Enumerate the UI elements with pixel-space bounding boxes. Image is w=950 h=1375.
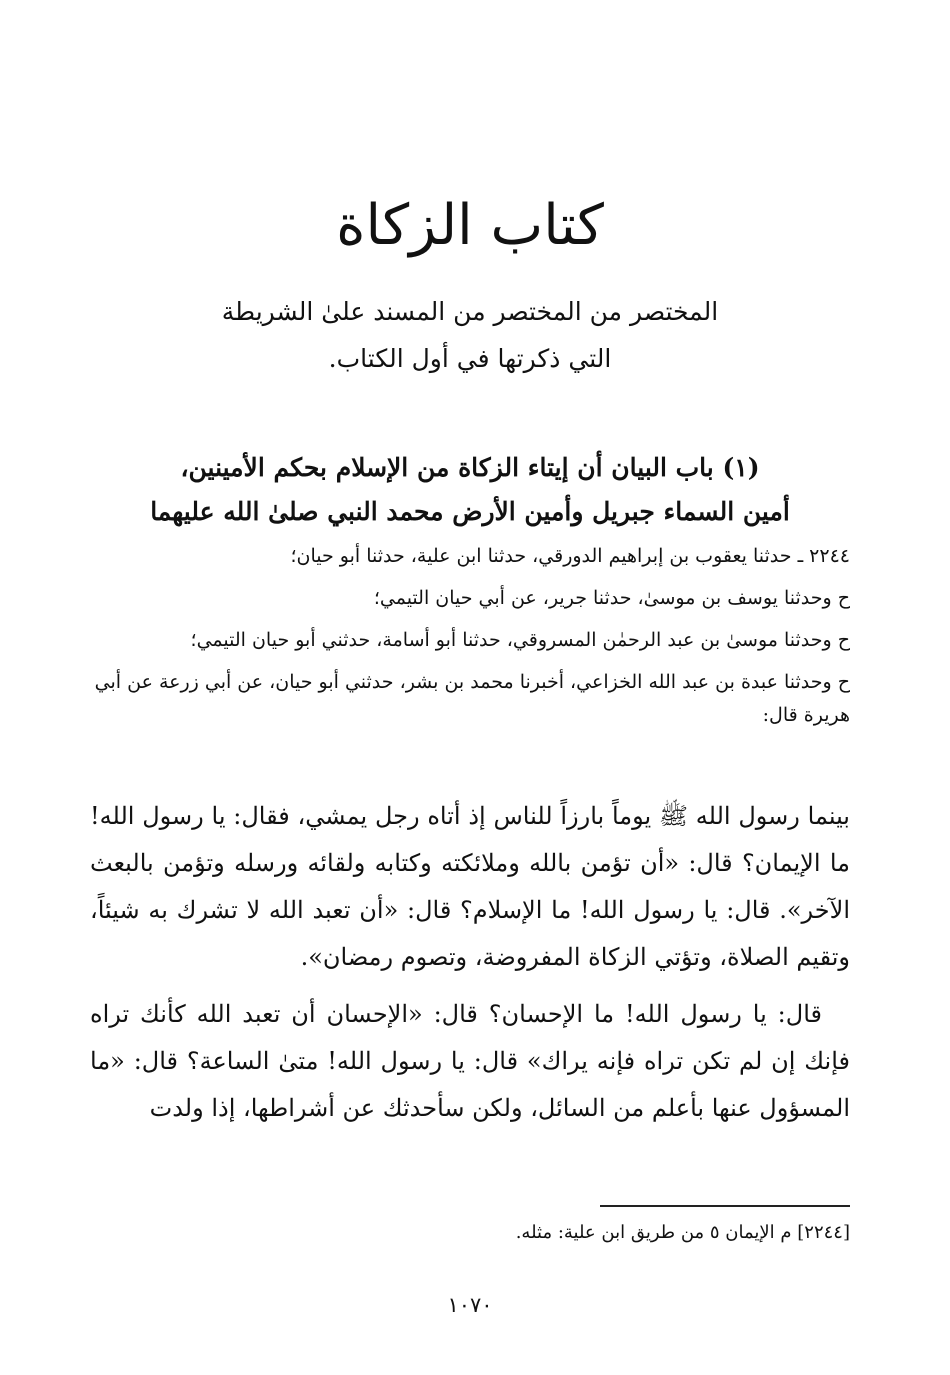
intro-text [90,288,850,382]
isnad-line: ح وحدثنا موسىٰ بن عبد الرحمٰن المسروقي، حدثنا أبو أسامة، حدثني أبو حيان التيمي؛ [190,629,850,651]
document-page [90,0,850,1375]
intro-line-1: المختصر من المختصر من المسند علىٰ الشريطة [221,297,719,326]
isnad-line: ٢٢٤٤ ـ حدثنا يعقوب بن إبراهيم الدورقي، حدثنا ابن علية، حدثنا أبو حيان؛ [290,545,850,567]
isnad-line: ح وحدثنا يوسف بن موسىٰ، حدثنا جرير، عن أبي حيان التيمي؛ [373,587,850,609]
chapter-heading-line-2: أمين السماء جبريل وأمين الأرض محمد النبي صلىٰ الله عليهما [150,497,790,526]
page-number: ١٠٧٠ [447,1293,493,1317]
book-title: كتاب الزكاة [336,193,604,258]
isnad-line: ح وحدثنا عبدة بن عبد الله الخزاعي، أخبرنا محمد بن بشر، حدثني أبو حيان، عن أبي زرعة عن أبي هريرة قال: [94,671,850,726]
footnote-divider [600,1205,850,1207]
hadith-paragraph-2: قال: يا رسول الله! ما الإحسان؟ قال: «الإحسان أن تعبد الله كأنك تراه فإنك إن لم تكن تراه فإنه يراك» قال: يا رسول الله! متىٰ الساعة؟ قال: «ما المسؤول عنها بأعلم من السائل، ولكن سأحدثك عن أشراطها، إذا ولدت [90,1000,850,1122]
footnote: [٢٢٤٤] م الإيمان ٥ من طريق ابن علية: مثله. [515,1222,850,1243]
chapter-heading-line-1: (١) باب البيان أن إيتاء الزكاة من الإسلام بحكم الأمينين، [180,453,760,482]
hadith-text [90,793,850,1142]
chapter-heading [90,446,850,534]
hadith-paragraph-1: بينما رسول الله ﷺ يوماً بارزاً للناس إذ أتاه رجل يمشي، فقال: يا رسول الله! ما الإيمان؟ قال: «أن تؤمن بالله وملائكته وكتابه ولقائه ورسله وتؤمن بالبعث الآخر». قال: يا رسول الله! ما الإسلام؟ قال: «أن تعبد الله لا تشرك به شيئاً، وتقيم الصلاة، وتؤتي الزكاة المفروضة، وتصوم رمضان». [90,802,850,971]
isnad-section [90,540,850,741]
intro-line-2: التي ذكرتها في أول الكتاب. [328,344,612,373]
